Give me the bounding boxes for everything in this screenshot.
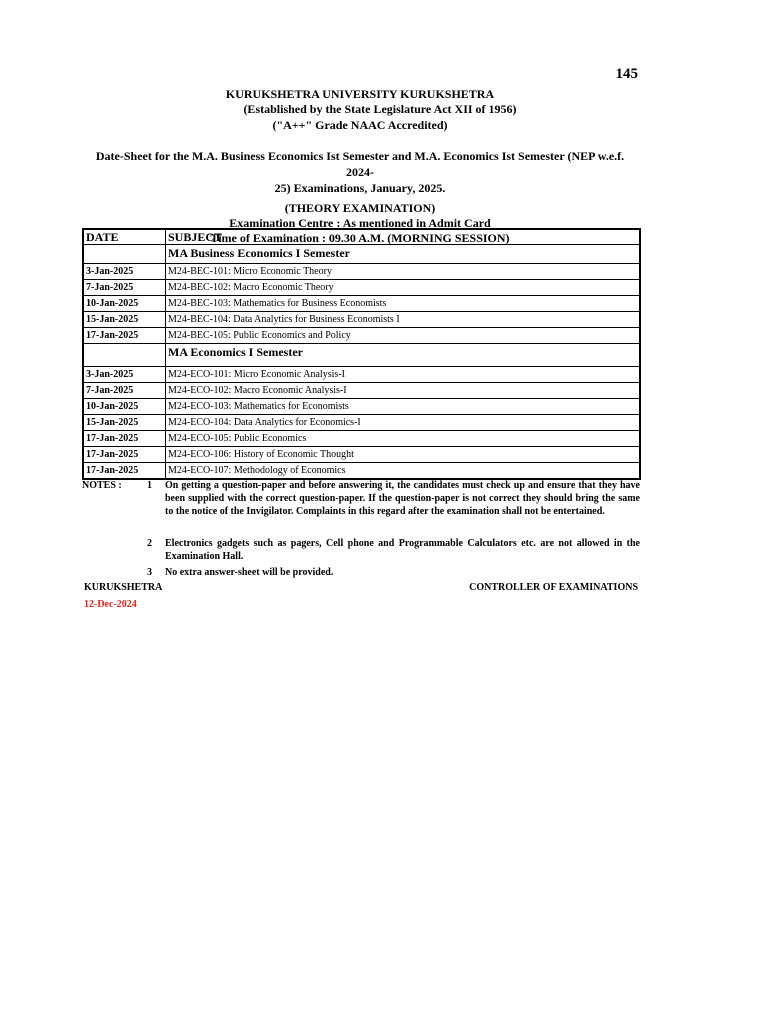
- notes-label: NOTES :: [82, 480, 122, 491]
- exam-subject: M24-ECO-101: Micro Economic Analysis-I: [166, 367, 641, 383]
- exam-subject: M24-ECO-104: Data Analytics for Economics-I: [166, 415, 641, 431]
- exam-subject: M24-BEC-102: Macro Economic Theory: [166, 280, 641, 296]
- exam-time: Time of Examination : 09.30 A.M. (MORNING SESSION): [210, 231, 510, 245]
- table-row: [83, 415, 640, 431]
- note-item: [82, 566, 640, 580]
- exam-date: 10-Jan-2025: [83, 399, 166, 415]
- exam-subject: M24-BEC-105: Public Economics and Policy: [166, 328, 641, 344]
- exam-date: 15-Jan-2025: [83, 312, 166, 328]
- table-row: [83, 264, 640, 280]
- table-row: [83, 383, 640, 399]
- date-column-header: DATE: [83, 229, 166, 245]
- note-item: [82, 479, 640, 529]
- exam-date: 15-Jan-2025: [83, 415, 166, 431]
- exam-date: 17-Jan-2025: [83, 328, 166, 344]
- exam-date: 17-Jan-2025: [83, 447, 166, 463]
- exam-subject: M24-ECO-106: History of Economic Thought: [166, 447, 641, 463]
- table-row: [83, 399, 640, 415]
- footer-signatory: CONTROLLER OF EXAMINATIONS: [469, 582, 638, 593]
- table-row: [83, 431, 640, 447]
- exam-subject: M24-BEC-103: Mathematics for Business Economists: [166, 296, 641, 312]
- exam-subject: M24-ECO-103: Mathematics for Economists: [166, 399, 641, 415]
- footer-date: 12-Dec-2024: [84, 599, 137, 610]
- section-title: MA Business Economics I Semester: [166, 245, 641, 264]
- table-row: [83, 328, 640, 344]
- table-row: [83, 280, 640, 296]
- note-text: No extra answer-sheet will be provided.: [165, 567, 334, 578]
- footer-place: KURUKSHETRA: [84, 582, 163, 593]
- table-row: [83, 367, 640, 383]
- note-text: Electronics gadgets such as pagers, Cell phone and Programmable Calculators etc. are not allowed in the Examination Hall.: [165, 538, 640, 562]
- page-number: 145: [615, 66, 638, 82]
- exam-date: 3-Jan-2025: [83, 367, 166, 383]
- note-number: 3: [147, 567, 152, 578]
- exam-date: 7-Jan-2025: [83, 383, 166, 399]
- exam-date: 3-Jan-2025: [83, 264, 166, 280]
- grade-line: ("A++" Grade NAAC Accredited): [272, 118, 448, 132]
- exam-subject: M24-ECO-105: Public Economics: [166, 431, 641, 447]
- table-row: [83, 296, 640, 312]
- exam-type: (THEORY EXAMINATION): [284, 201, 436, 215]
- exam-date: 17-Jan-2025: [83, 431, 166, 447]
- exam-subject: M24-ECO-102: Macro Economic Analysis-I: [166, 383, 641, 399]
- established-line: (Established by the State Legislature Act XII of 1956): [243, 102, 517, 116]
- section-row: [83, 344, 640, 367]
- table-row: [83, 312, 640, 328]
- exam-date: 7-Jan-2025: [83, 280, 166, 296]
- schedule-table: [82, 228, 641, 480]
- exam-centre: Examination Centre : As mentioned in Admit Card: [229, 216, 491, 230]
- exam-date: 10-Jan-2025: [83, 296, 166, 312]
- table-row: [83, 447, 640, 463]
- table-row: [83, 463, 640, 480]
- note-text: On getting a question-paper and before answering it, the candidates must check up and ensure that they have been supplied with the correct question-paper. If the question-paper is not correct they should bring the same to the notice of the Invigilator. Complaints in this regard after the examination shall not be entertained.: [165, 480, 640, 517]
- datesheet-title-line1: Date-Sheet for the M.A. Business Economics Ist Semester and M.A. Economics Ist Semester (NEP w.e.f. 2024-: [95, 149, 625, 179]
- note-number: 1: [147, 480, 152, 491]
- exam-subject: M24-BEC-104: Data Analytics for Business Economists I: [166, 312, 641, 328]
- section-title: MA Economics I Semester: [166, 344, 641, 367]
- exam-date: 17-Jan-2025: [83, 463, 166, 480]
- university-name: KURUKSHETRA UNIVERSITY KURUKSHETRA: [225, 87, 495, 101]
- exam-subject: M24-ECO-107: Methodology of Economics: [166, 463, 641, 480]
- note-item: [82, 537, 640, 565]
- section-row: [83, 245, 640, 264]
- exam-subject: M24-BEC-101: Micro Economic Theory: [166, 264, 641, 280]
- note-number: 2: [147, 538, 152, 549]
- subject-column-header: SUBJECT: [166, 229, 641, 245]
- table-header-row: [83, 229, 640, 245]
- datesheet-title-line2: 25) Examinations, January, 2025.: [274, 181, 446, 195]
